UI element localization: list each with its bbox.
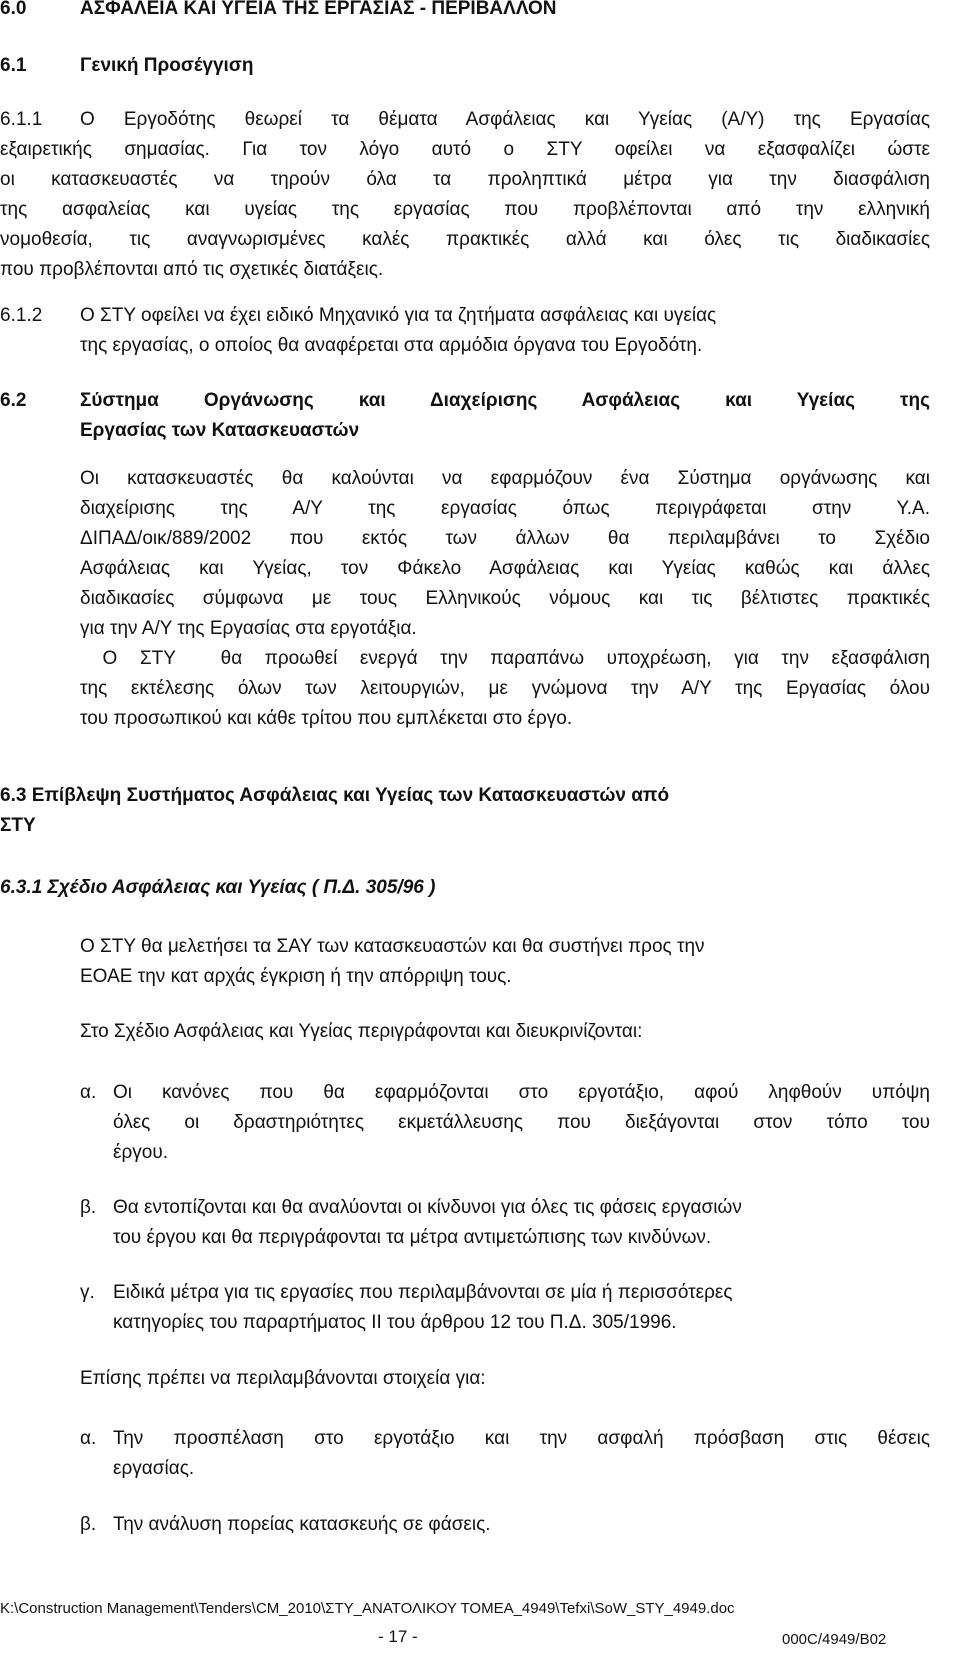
paragraph-line: οι κατασκευαστές να τηρούν όλα τα προληπτικά μέτρα για την διασφάλιση xyxy=(0,169,930,190)
paragraph-line: Οι κατασκευαστές θα καλούνται να εφαρμόζουν ένα Σύστημα οργάνωσης και xyxy=(80,468,930,489)
paragraph-line: ΕΟΑΕ την κατ αρχάς έγκριση ή την απόρριψη τους. xyxy=(80,966,512,987)
paragraph-line: εξαιρετικής σημασίας. Για τον λόγο αυτό ο ΣΤΥ οφείλει να εξασφαλίζει ώστε xyxy=(0,139,930,160)
section-title: ΑΣΦΑΛΕΙΑ ΚΑΙ ΥΓΕΙΑ ΤΗΣ ΕΡΓΑΣΙΑΣ - ΠΕΡΙΒΑΛΛΟΝ xyxy=(80,0,557,19)
section-title-line: 6.3 Επίβλεψη Συστήματος Ασφάλειας και Υγείας των Κατασκευαστών από xyxy=(0,785,670,806)
paragraph-line: που προβλέπονται από τις σχετικές διατάξεις. xyxy=(0,259,384,280)
list-item-line: Ειδικά μέτρα για τις εργασίες που περιλαμβάνονται σε μία ή περισσότερες xyxy=(113,1282,733,1303)
section-title: 6.3.1 Σχέδιο Ασφάλειας και Υγείας ( Π.Δ. 305/96 ) xyxy=(0,877,436,898)
list-intro xyxy=(80,1017,940,1047)
paragraph-line: Ο ΣΤΥ θα προωθεί ενεργά την παραπάνω υποχρέωση, για την εξασφάλιση xyxy=(80,648,930,669)
section-6-3-heading xyxy=(0,781,960,841)
paragraph-line: Ο Εργοδότης θεωρεί τα θέματα Ασφάλειας και Υγείας (Α/Υ) της Εργασίας xyxy=(80,109,930,130)
paragraph-line: για την Α/Υ της Εργασίας στα εργοτάξια. xyxy=(80,618,417,639)
section-title-line: Εργασίας των Κατασκευαστών xyxy=(80,420,360,441)
section-number: 6.0 xyxy=(0,0,27,19)
paragraph-line: διαχείρισης της Α/Υ της εργασίας όπως περιγράφεται στην Υ.Α. xyxy=(80,498,930,519)
section-title: Γενική Προσέγγιση xyxy=(80,55,254,76)
paragraph-line: νομοθεσία, τις αναγνωρισμένες καλές πρακτικές αλλά και όλες τις διαδικασίες xyxy=(0,229,930,250)
list-item-line: έργου. xyxy=(113,1142,169,1163)
list-item-line: όλες οι δραστηριότητες εκμετάλλευσης που διεξάγονται στον τόπο του xyxy=(113,1112,930,1133)
list-marker: β. xyxy=(80,1514,97,1535)
paragraph-line: της εργασίας, ο οποίος θα αναφέρεται στα αρμόδια όργανα του Εργοδότη. xyxy=(80,335,703,356)
list-item-line: Την προσπέλαση στο εργοτάξιο και την ασφαλή πρόσβαση στις θέσεις xyxy=(113,1428,930,1449)
section-number: 6.1.1 xyxy=(0,109,43,130)
list-marker: α. xyxy=(80,1082,97,1103)
list-item-line: Οι κανόνες που θα εφαρμόζονται στο εργοτάξιο, αφού ληφθούν υπόψη xyxy=(113,1082,930,1103)
list-marker: α. xyxy=(80,1428,97,1449)
footer-file-path: K:\Construction Management\Tenders\CM_2010\ΣΤΥ_ΑΝΑΤΟΛΙΚΟΥ ΤΟΜΕΑ_4949\Tefxi\SoW_STY_4949.doc xyxy=(0,1600,735,1617)
footer-doc-code: 000C/4949/B02 xyxy=(782,1631,887,1648)
list-item-line: του έργου και θα περιγράφονται τα μέτρα αντιμετώπισης των κινδύνων. xyxy=(113,1227,712,1248)
paragraph-line: ΔΙΠΑΔ/οικ/889/2002 που εκτός των άλλων θα περιλαμβάνει το Σχέδιο xyxy=(80,528,930,549)
paragraph-line: διαδικασίες σύμφωνα με τους Ελληνικούς νόμους και τις βέλτιστες πρακτικές xyxy=(80,588,930,609)
list-intro xyxy=(80,1364,940,1394)
section-6-3-1-para xyxy=(80,932,940,992)
list-item-line: Την ανάλυση πορείας κατασκευής σε φάσεις. xyxy=(113,1514,491,1535)
footer-page-number: - 17 - xyxy=(378,1627,418,1646)
list-intro-text: Επίσης πρέπει να περιλαμβάνονται στοιχεία για: xyxy=(80,1368,486,1389)
list-item-line: κατηγορίες του παραρτήματος ΙΙ του άρθρου 12 του Π.Δ. 305/1996. xyxy=(113,1312,677,1333)
section-number: 6.1.2 xyxy=(0,305,43,326)
paragraph-line: Ο ΣΤΥ θα μελετήσει τα ΣΑΥ των κατασκευαστών και θα συστήνει προς την xyxy=(80,936,705,957)
section-number: 6.1 xyxy=(0,55,27,76)
list-intro-text: Στο Σχέδιο Ασφάλειας και Υγείας περιγράφονται και διευκρινίζονται: xyxy=(80,1021,643,1042)
paragraph-line: της ασφαλείας και υγείας της εργασίας που προβλέπονται από την ελληνική xyxy=(0,199,930,220)
list-item-line: εργασίας. xyxy=(113,1458,195,1479)
list-marker: γ. xyxy=(80,1282,95,1303)
list-marker: β. xyxy=(80,1197,97,1218)
paragraph-line: της εκτέλεσης όλων των λειτουργιών, με γνώμονα την Α/Υ της Εργασίας όλου xyxy=(80,678,930,699)
list-item-line: Θα εντοπίζονται και θα αναλύονται οι κίνδυνοι για όλες τις φάσεις εργασιών xyxy=(113,1197,742,1218)
paragraph-line: Ασφάλειας και Υγείας, τον Φάκελο Ασφάλειας και Υγείας καθώς και άλλες xyxy=(80,558,930,579)
section-6-3-1-heading xyxy=(0,873,960,903)
section-number: 6.2 xyxy=(0,390,27,411)
paragraph-line: Ο ΣΤΥ οφείλει να έχει ειδικό Μηχανικό για τα ζητήματα ασφάλειας και υγείας xyxy=(80,305,717,326)
section-title-line: ΣΤΥ xyxy=(0,815,36,836)
paragraph-line: του προσωπικού και κάθε τρίτου που εμπλέκεται στο έργο. xyxy=(80,708,573,729)
section-title-line: Σύστημα Οργάνωσης και Διαχείρισης Ασφάλειας και Υγείας της xyxy=(80,390,930,411)
